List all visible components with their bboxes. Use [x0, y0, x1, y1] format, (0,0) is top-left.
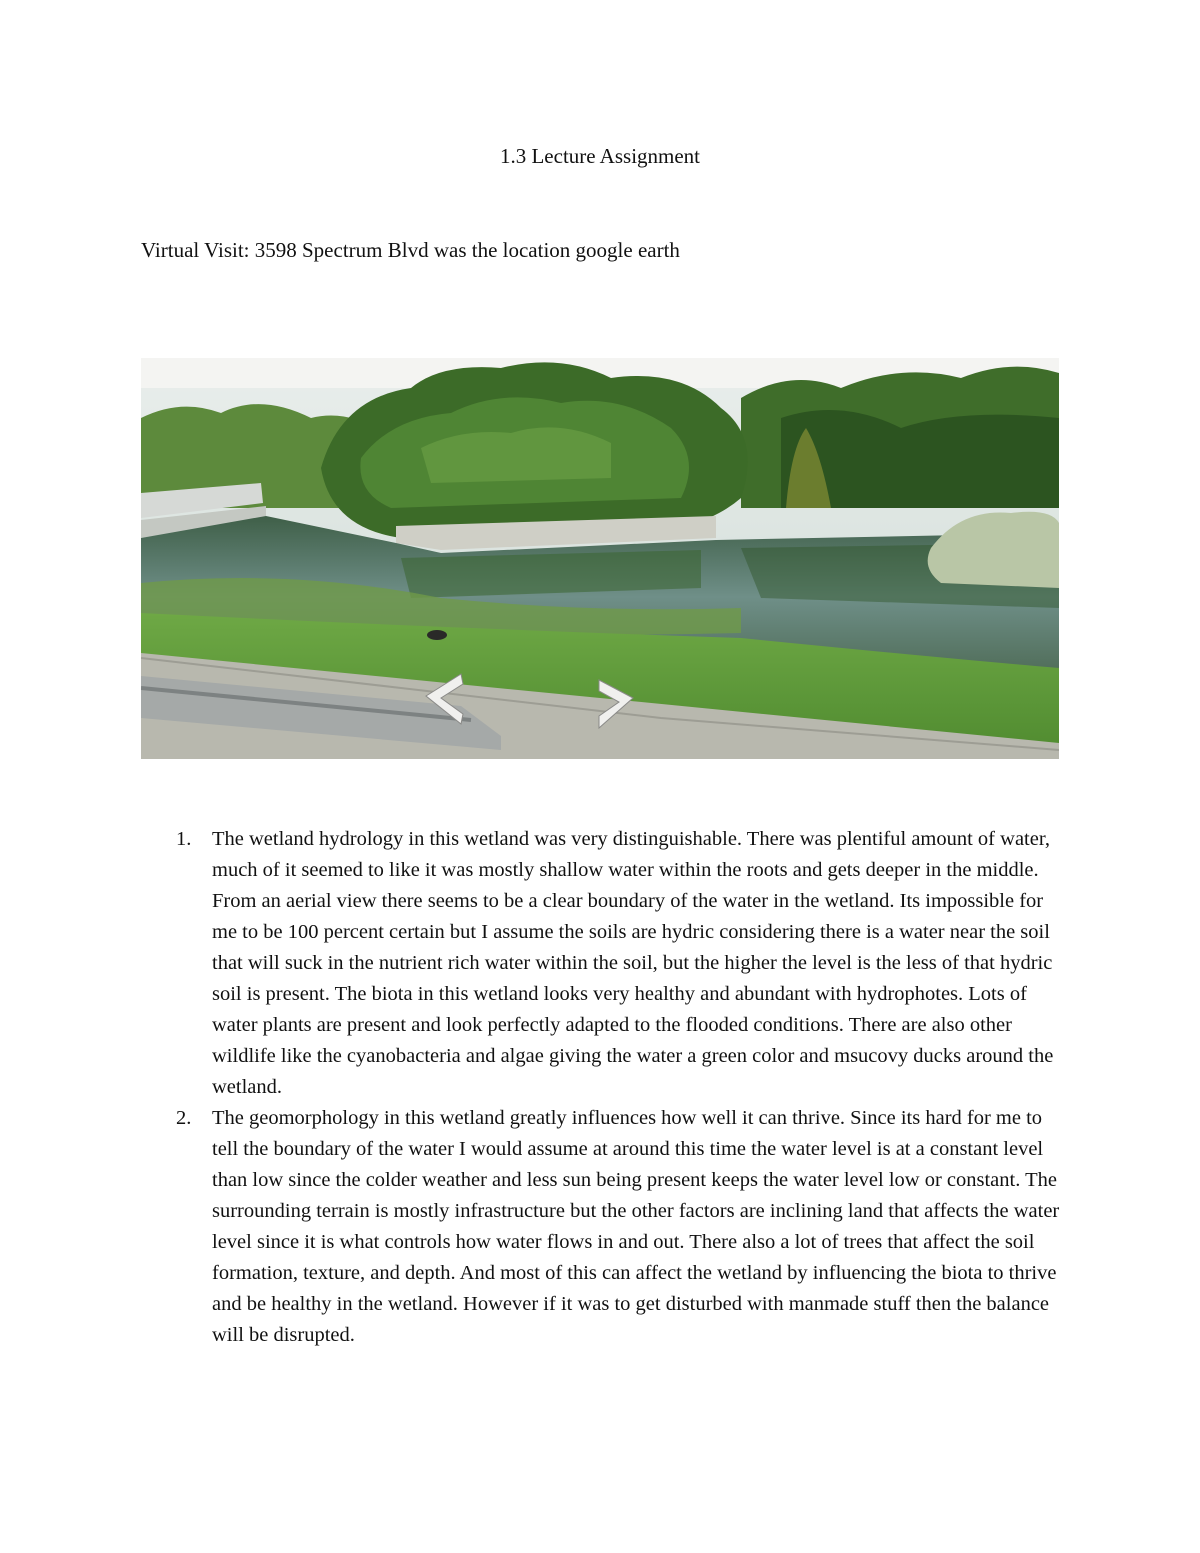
list-item-text: The geomorphology in this wetland greatly influences how well it can thrive. Since its hard for me to tell the boundary of the water I would assume at around this time the water level is at a constant level than low since the colder weather and less sun being present keeps the water level low or constant. The surrounding terrain is mostly infrastructure but the other factors are inclining land that affects the water level since it is what controls how water flows in and out. There also a lot of trees that affect the soil formation, texture, and depth. And most of this can affect the wetland by influencing the biota to thrive and be healthy in the wetland. However if it was to get disturbed with manmade stuff then the balance will be disrupted.: [212, 1107, 1060, 1346]
virtual-visit-line: Virtual Visit: 3598 Spectrum Blvd was the location google earth: [141, 238, 680, 262]
list-item-number: 1.: [176, 828, 192, 850]
list-item-number: 2.: [176, 1107, 192, 1129]
document-title: 1.3 Lecture Assignment: [499, 144, 701, 168]
wetland-photo: [141, 358, 1059, 759]
list-item: [176, 1103, 1062, 1351]
list-item: [176, 824, 1062, 1103]
answer-list: [176, 824, 1062, 1351]
list-item-text: The wetland hydrology in this wetland was very distinguishable. There was plentiful amount of water, much of it seemed to like it was mostly shallow water within the roots and gets deeper in the middle. From an aerial view there seems to be a clear boundary of the water in the wetland. Its impossible for me to be 100 percent certain but I assume the soils are hydric considering there is a water near the soil that will suck in the nutrient rich water within the soil, but the higher the level is the less of that hydric soil is present. The biota in this wetland looks very healthy and abundant with hydrophotes. Lots of water plants are present and look perfectly adapted to the flooded conditions. There are also other wildlife like the cyanobacteria and algae giving the water a green color and msucovy ducks around the wetland.: [212, 828, 1054, 1098]
